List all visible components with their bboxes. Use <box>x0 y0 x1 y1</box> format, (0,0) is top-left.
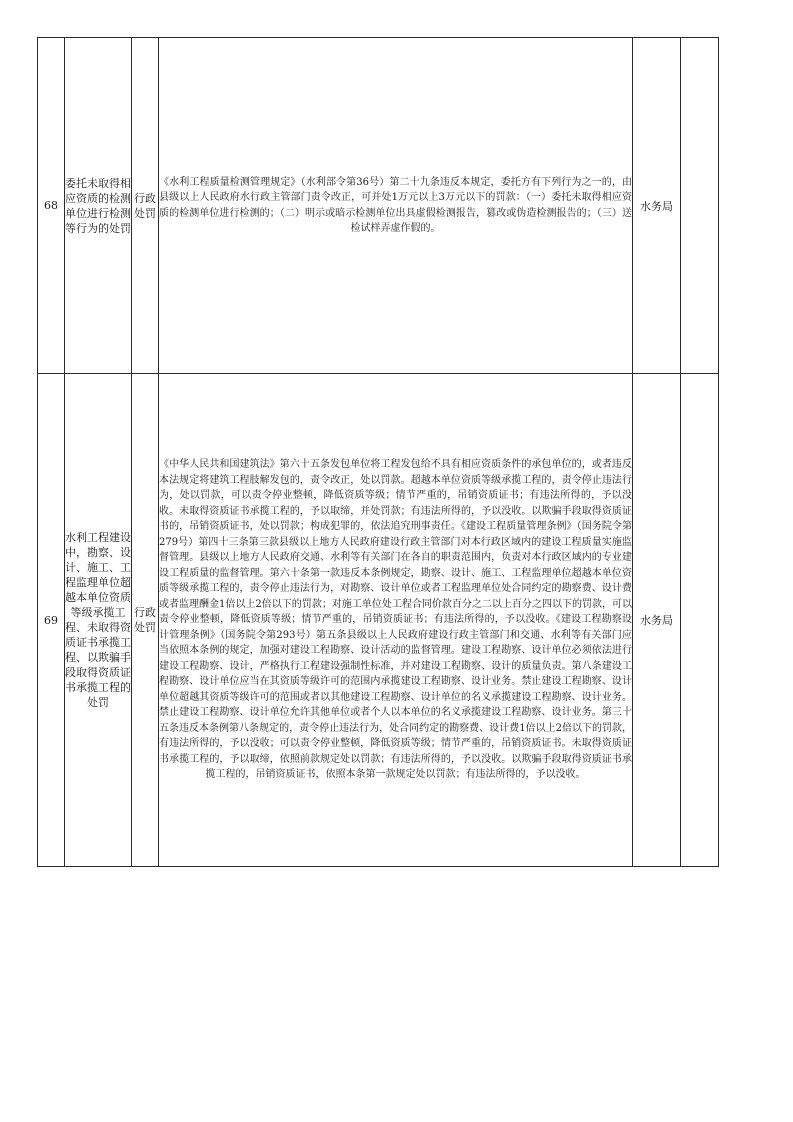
responsible-department: 水务局 <box>633 38 681 374</box>
responsible-department: 水务局 <box>633 374 681 867</box>
item-name: 委托未取得相应资质的检测单位进行检测等行为的处罚 <box>65 38 132 374</box>
item-number: 69 <box>38 374 65 867</box>
power-list-table <box>37 37 719 867</box>
item-name: 水利工程建设中，勘察、设计、施工、工程监理单位超越本单位资质等级承揽工程、未取得资质证书承揽工程、以欺骗手段取得资质证书承揽工程的处罚 <box>65 374 132 867</box>
table-row <box>38 38 719 374</box>
item-number: 68 <box>38 38 65 374</box>
remarks-cell <box>681 374 719 867</box>
legal-basis: 《中华人民共和国建筑法》第六十五条发包单位将工程发包给不具有相应资质条件的承包单位的，或者违反本法规定将建筑工程肢解发包的，责令改正，处以罚款。超越本单位资质等级承揽工程的，责令停止违法行为，处以罚款，可以责令停业整顿，降低资质等级；情节严重的，吊销资质证书；有违法所得的，予以没收。未取得资质证书承揽工程的，予以取缔，并处罚款；有违法所得的，予以没收。以欺骗手段取得资质证书的，吊销资质证书，处以罚款；构成犯罪的，依法追究刑事责任。《建设工程质量管理条例》（国务院令第279号）第四十三条第三款县级以上地方人民政府建设行政主管部门对本行政区域内的建设工程质量实施监督管理。县级以上地方人民政府交通、水利等有关部门在各自的职责范围内，负责对本行政区域内的专业建设工程质量的监督管理。第六十条第一款违反本条例规定，勘察、设计、施工、工程监理单位超越本单位资质等级承揽工程的，责令停止违法行为，对勘察、设计单位或者工程监理单位处合同约定的勘察费、设计费或者监理酬金1倍以上2倍以下的罚款；对施工单位处工程合同价款百分之二以上百分之四以下的罚款，可以责令停业整顿，降低资质等级；情节严重的，吊销资质证书；有违法所得的，予以没收。《建设工程勘察设计管理条例》（国务院令第293号）第五条县级以上人民政府建设行政主管部门和交通、水利等有关部门应当依照本条例的规定，加强对建设工程勘察、设计活动的监督管理。建设工程勘察、设计单位必须依法进行建设工程勘察、设计，严格执行工程建设强制性标准，并对建设工程勘察、设计的质量负责。第八条建设工程勘察、设计单位应当在其资质等级许可的范围内承揽建设工程勘察、设计业务。禁止建设工程勘察、设计单位超越其资质等级许可的范围或者以其他建设工程勘察、设计单位的名义承揽建设工程勘察、设计业务。禁止建设工程勘察、设计单位允许其他单位或者个人以本单位的名义承揽建设工程勘察、设计业务。第三十五条违反本条例第八条规定的，责令停止违法行为，处合同约定的勘察费、设计费1倍以上2倍以下的罚款，有违法所得的，予以没收；可以责令停业整顿，降低资质等级；情节严重的，吊销资质证书。未取得资质证书承揽工程的，予以取缔，依照前款规定处以罚款；有违法所得的，予以没收。以欺骗手段取得资质证书承揽工程的，吊销资质证书，依照本条第一款规定处以罚款；有违法所得的，予以没收。 <box>159 374 633 867</box>
legal-basis: 《水利工程质量检测管理规定》（水利部令第36号）第二十九条违反本规定，委托方有下列行为之一的，由县级以上人民政府水行政主管部门责令改正，可并处1万元以上3万元以下的罚款：（一）委托未取得相应资质的检测单位进行检测的；（二）明示或暗示检测单位出具虚假检测报告，篡改或伪造检测报告的；（三）送检试样弄虚作假的。 <box>159 38 633 374</box>
item-type: 行政处罚 <box>132 374 159 867</box>
table-row <box>38 374 719 867</box>
remarks-cell <box>681 38 719 374</box>
item-type: 行政处罚 <box>132 38 159 374</box>
